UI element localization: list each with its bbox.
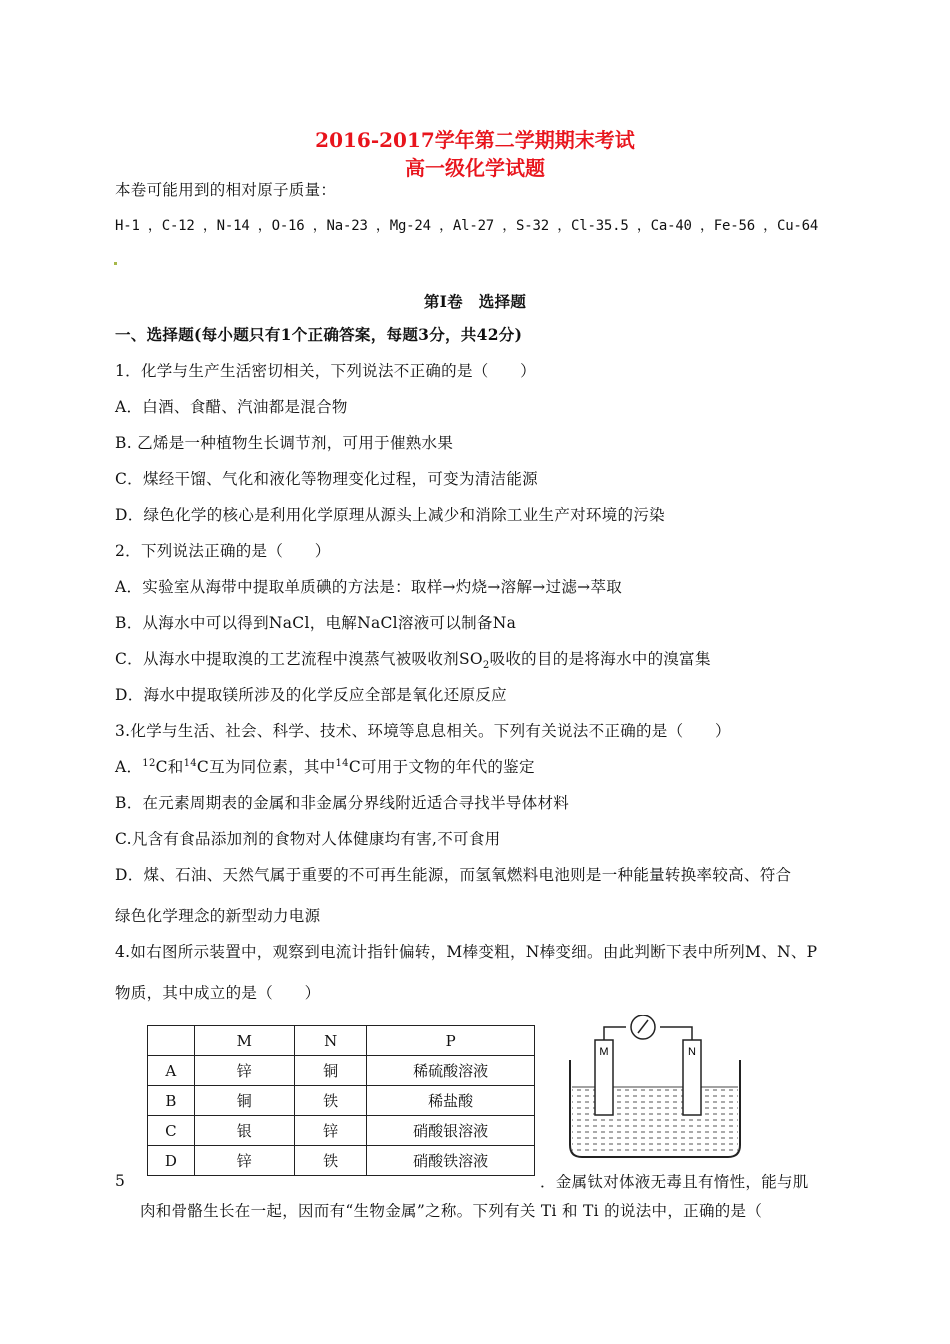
electrode-n-label: N xyxy=(688,1046,696,1058)
table-cell: 锌 xyxy=(294,1116,366,1146)
q3-option-a xyxy=(115,755,535,777)
q1-option-c: C．煤经干馏、气化和液化等物理变化过程，可变为清洁能源 xyxy=(115,470,538,488)
table-cell: 锌 xyxy=(194,1146,294,1176)
q2-option-b: B．从海水中可以得到NaCl，电解NaCl溶液可以制备Na xyxy=(115,614,517,632)
table-cell: 硝酸银溶液 xyxy=(367,1116,535,1146)
q3-a-mid2: C互为同位素，其中 xyxy=(196,758,336,776)
electrode-m-label: M xyxy=(599,1046,609,1058)
q2-option-d: D．海水中提取镁所涉及的化学反应全部是氧化还原反应 xyxy=(115,686,507,704)
atomic-mass-label: 本卷可能用到的相对原子质量： xyxy=(115,181,337,199)
q1-option-a: A．白酒、食醋、汽油都是混合物 xyxy=(115,398,348,416)
table-cell: 铁 xyxy=(294,1146,366,1176)
table-cell: D xyxy=(148,1146,195,1176)
exam-title-line2: 高一级化学试题 xyxy=(405,156,545,180)
table-row xyxy=(148,1086,535,1116)
exam-title-line1: 2016-2017学年第二学期期末考试 xyxy=(315,128,635,152)
table-row xyxy=(148,1056,535,1086)
q2-option-a: A．实验室从海带中提取单质碘的方法是：取样→灼烧→溶解→过滤→萃取 xyxy=(115,578,623,596)
atomic-mass-list: H-1 ，C-12 ，N-14 ，O-16 ，Na-23 ，Mg-24 ，Al-27 ，S-32 ，Cl-35.5 ，Ca-40 ，Fe-56 ，Cu-64 xyxy=(115,218,819,234)
wire-left xyxy=(604,1027,626,1040)
table-header-cell xyxy=(148,1026,195,1056)
q3-option-c: C.凡含有食品添加剂的食物对人体健康均有害,不可食用 xyxy=(115,830,501,848)
table-cell: B xyxy=(148,1086,195,1116)
q2-option-c-sub: 2 xyxy=(482,660,490,672)
q5-number: 5 xyxy=(115,1172,126,1190)
q3-a-sup1: 12 xyxy=(142,757,156,769)
q3-a-post: C可用于文物的年代的鉴定 xyxy=(348,758,535,776)
stray-dot xyxy=(114,262,117,265)
q3-a-sup3: 14 xyxy=(335,757,349,769)
table-cell: 硝酸铁溶液 xyxy=(367,1146,535,1176)
q2-option-c xyxy=(115,647,711,671)
table-cell: 稀盐酸 xyxy=(367,1086,535,1116)
table-header-cell: M xyxy=(194,1026,294,1056)
table-header-row xyxy=(148,1026,535,1056)
q2-option-c-post: 吸收的目的是将海水中的溴富集 xyxy=(489,650,711,668)
table-cell: 银 xyxy=(194,1116,294,1146)
q3-stem: 3.化学与生活、社会、科学、技术、环境等息息相关。下列有关说法不正确的是（ ） xyxy=(115,722,731,740)
q2-stem: 2．下列说法正确的是（ ） xyxy=(115,542,331,560)
galvanic-cell-diagram xyxy=(560,1015,760,1165)
q1-option-b: B. 乙烯是一种植物生长调节剂，可用于催熟水果 xyxy=(115,434,454,452)
q2-option-c-pre: C．从海水中提取溴的工艺流程中溴蒸气被吸收剂SO xyxy=(115,650,483,668)
table-header-cell: N xyxy=(294,1026,366,1056)
q3-option-d-line2: 绿色化学理念的新型动力电源 xyxy=(115,907,321,925)
table-cell: 铁 xyxy=(294,1086,366,1116)
section-heading: 第Ⅰ卷 选择题 xyxy=(423,292,527,311)
q3-a-sup2: 14 xyxy=(183,757,197,769)
q4-options-table xyxy=(147,1025,535,1176)
q4-stem-line1: 4.如右图所示装置中，观察到电流计指针偏转，M棒变粗，N棒变细。由此判断下表中所列M、N、P xyxy=(115,943,818,961)
table-row xyxy=(148,1116,535,1146)
table-row xyxy=(148,1146,535,1176)
q3-option-b: B．在元素周期表的金属和非金属分界线附近适合寻找半导体材料 xyxy=(115,794,570,812)
q3-a-pre: A． xyxy=(115,758,143,776)
table-cell: 铜 xyxy=(194,1086,294,1116)
table-cell: 稀硫酸溶液 xyxy=(367,1056,535,1086)
table-cell: A xyxy=(148,1056,195,1086)
table-cell: 锌 xyxy=(194,1056,294,1086)
q1-option-d: D．绿色化学的核心是利用化学原理从源头上减少和消除工业生产对环境的污染 xyxy=(115,506,665,524)
q3-option-d-line1: D．煤、石油、天然气属于重要的不可再生能源，而氢氧燃料电池则是一种能量转换率较高、符合 xyxy=(115,866,792,884)
part-title: 一、选择题(每小题只有1个正确答案，每题3分，共42分) xyxy=(115,325,523,344)
q5-line2: 肉和骨骼生长在一起，因而有“生物金属”之称。下列有关 Ti 和 Ti 的说法中，正确的是（ xyxy=(140,1202,763,1220)
table-cell: 铜 xyxy=(294,1056,366,1086)
q5-line1: ．金属钛对体液无毒且有惰性，能与肌 xyxy=(540,1173,809,1191)
q4-stem-line2: 物质，其中成立的是（ ） xyxy=(115,984,321,1002)
table-cell: C xyxy=(148,1116,195,1146)
table-header-cell: P xyxy=(367,1026,535,1056)
wire-right xyxy=(660,1027,692,1040)
q3-a-mid1: C和 xyxy=(155,758,184,776)
q1-stem: 1．化学与生产生活密切相关，下列说法不正确的是（ ） xyxy=(115,362,536,380)
